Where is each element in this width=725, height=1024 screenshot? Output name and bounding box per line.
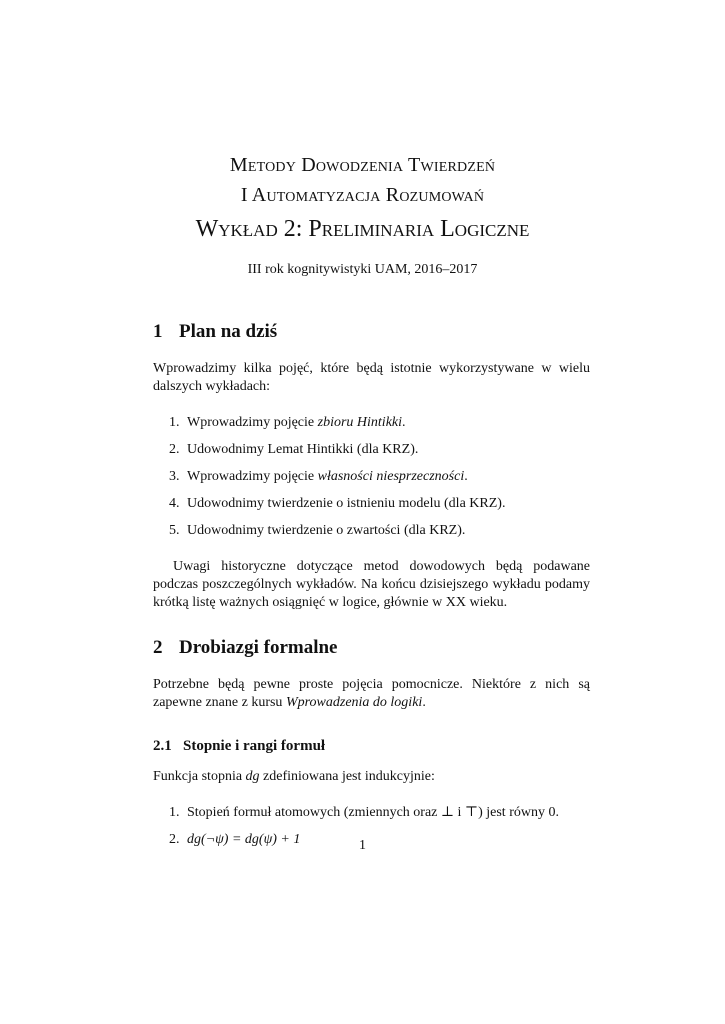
list-text-end: . (402, 415, 406, 430)
subsection-2-1-heading (153, 736, 590, 756)
section-title: Plan na dziś (179, 321, 278, 342)
section-number: 2 (153, 637, 163, 658)
list-number: 2. (169, 832, 180, 847)
subsection-intro (153, 768, 590, 786)
list-text-end: . (464, 469, 468, 484)
section-1-intro: Wprowadzimy kilka pojęć, które będą istotnie wykorzystywane w wielu dalszych wykładach: (153, 361, 590, 394)
list-item (153, 804, 590, 822)
list-text: Udowodnimy Lemat Hintikki (dla KRZ). (187, 442, 419, 457)
intro-emphasis: Wprowadzenia do logiki (285, 695, 423, 710)
section-1-heading (153, 320, 590, 344)
intro-text-end: zdefiniowana jest indukcyjnie: (259, 769, 435, 784)
historical-note: Uwagi historyczne dotyczące metod dowodowych będą podawane podczas poszczególnych wykładów. Na końcu dzisiejszego wykładu podamy krótką listę ważnych osiągnięć w logice, głównie w XX wieku. (153, 559, 590, 610)
list-item (153, 468, 590, 486)
list-emphasis: własności niesprzeczności (317, 469, 465, 484)
list-item (153, 414, 590, 432)
title-line-2: I Automatyzacja Rozumowań (240, 184, 485, 206)
list-number: 2. (169, 442, 180, 457)
course-subtitle: III rok kognitywistyki UAM, 2016–2017 (247, 262, 478, 277)
subsection-title: Stopnie i rangi formuł (183, 738, 326, 754)
section-2-intro (153, 676, 590, 712)
section-2-heading (153, 636, 590, 660)
document-body (153, 320, 590, 867)
intro-text-end: . (422, 695, 426, 710)
list-emphasis: zbioru Hintikki (317, 415, 403, 430)
section-number: 1 (153, 321, 163, 342)
list-text: Udowodnimy twierdzenie o istnieniu modelu (dla KRZ). (187, 496, 506, 511)
list-text: Wprowadzimy pojęcie (187, 415, 318, 430)
plan-list (153, 414, 590, 540)
list-number: 4. (169, 496, 180, 511)
subsection-number: 2.1 (153, 738, 172, 754)
list-item (153, 441, 590, 459)
list-number: 1. (169, 805, 180, 820)
list-number: 3. (169, 469, 180, 484)
list-number: 1. (169, 415, 180, 430)
list-text: Wprowadzimy pojęcie (187, 469, 318, 484)
intro-text: Funkcja stopnia (153, 769, 246, 784)
list-number: 5. (169, 523, 180, 538)
list-text: Udowodnimy twierdzenie o zwartości (dla KRZ). (187, 523, 466, 538)
section-title: Drobiazgi formalne (179, 637, 338, 658)
title-line-1: Metody Dowodzenia Twierdzeń (229, 154, 496, 176)
lecture-title: Wykład 2: Preliminaria Logiczne (195, 216, 530, 242)
list-text: Stopień formuł atomowych (zmiennych oraz ⊥ i ⊤) jest równy 0. (187, 805, 559, 820)
formula: dg(¬ψ) = dg(ψ) + 1 (187, 832, 301, 847)
dg-symbol: dg (245, 769, 260, 784)
page-number: 1 (359, 838, 366, 853)
list-item (153, 522, 590, 540)
intro-text: Potrzebne będą pewne proste pojęcia pomocnicze. Niektóre z nich są zapewne znane z kursu (153, 677, 590, 710)
list-item (153, 495, 590, 513)
title-block (0, 150, 725, 278)
